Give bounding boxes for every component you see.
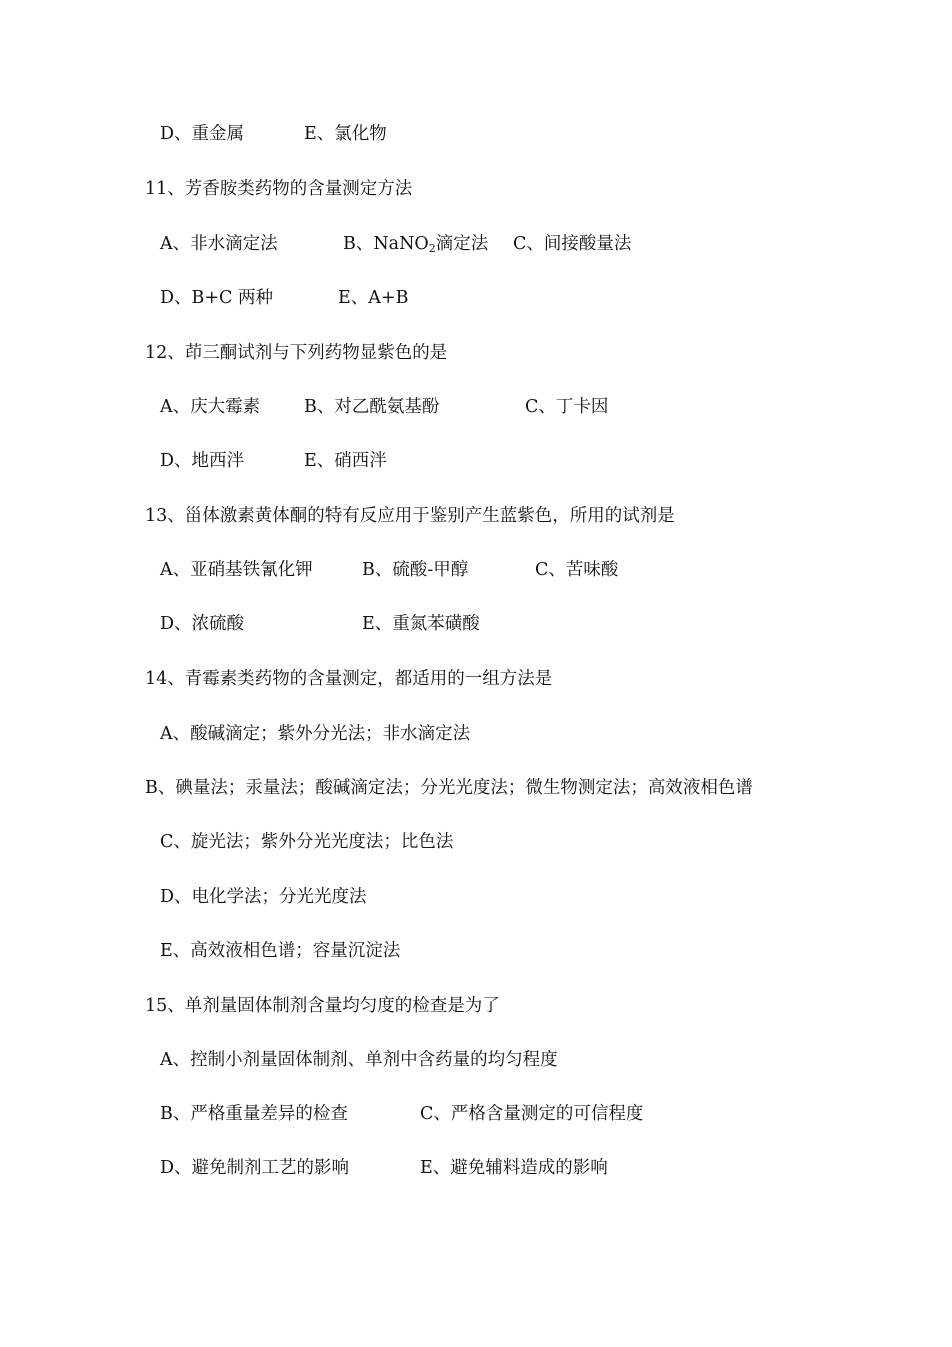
q11-option-b: B、NaNO$_2$滴定法: [343, 234, 489, 255]
q15-option-a: A、控制小剂量固体制剂、单剂中含药量的均匀程度: [160, 1050, 558, 1070]
q13-option-e: E、重氮苯磺酸: [362, 614, 480, 634]
q15-option-d: D、避免制剂工艺的影响: [160, 1158, 350, 1178]
q14-option-c: C、旋光法；紫外分光光度法；比色法: [160, 832, 454, 852]
q14-stem: 14、青霉素类药物的含量测定，都适用的一组方法是: [145, 669, 553, 689]
q12-option-d: D、地西泮: [160, 451, 245, 471]
q13-option-a: A、亚硝基铁氰化钾: [160, 560, 313, 580]
q11-option-d: D、B+C 两种: [160, 288, 274, 308]
q10-option-d: D、重金属: [160, 124, 245, 144]
q13-option-b: B、硫酸-甲醇: [362, 560, 469, 580]
q15-option-b: B、严格重量差异的检查: [160, 1104, 348, 1124]
q13-option-d: D、浓硫酸: [160, 614, 245, 634]
q12-option-c: C、丁卡因: [525, 397, 609, 417]
q12-option-a: A、庆大霉素: [160, 397, 261, 417]
q10-option-e: E、氯化物: [304, 124, 387, 144]
q14-option-e: E、高效液相色谱；容量沉淀法: [160, 941, 401, 961]
q11-option-c: C、间接酸量法: [513, 234, 632, 254]
q12-option-b: B、对乙酰氨基酚: [304, 397, 440, 417]
q14-option-b: B、碘量法；汞量法；酸碱滴定法；分光光度法；微生物测定法；高效液相色谱: [145, 778, 753, 798]
q14-option-a: A、酸碱滴定；紫外分光法；非水滴定法: [160, 724, 471, 744]
q12-stem: 12、茚三酮试剂与下列药物显紫色的是: [145, 343, 448, 363]
q13-option-c: C、苦味酸: [535, 560, 619, 580]
q13-stem: 13、甾体激素黄体酮的特有反应用于鉴别产生蓝紫色，所用的试剂是: [145, 506, 675, 526]
q12-option-e: E、硝西泮: [304, 451, 387, 471]
q15-option-c: C、严格含量测定的可信程度: [420, 1104, 644, 1124]
q11-option-e: E、A+B: [338, 288, 409, 308]
q11-option-a: A、非水滴定法: [160, 234, 278, 254]
q11-stem: 11、芳香胺类药物的含量测定方法: [145, 179, 413, 199]
q15-option-e: E、避免辅料造成的影响: [420, 1158, 608, 1178]
q14-option-d: D、电化学法；分光光度法: [160, 887, 367, 907]
q15-stem: 15、单剂量固体制剂含量均匀度的检查是为了: [145, 996, 500, 1016]
